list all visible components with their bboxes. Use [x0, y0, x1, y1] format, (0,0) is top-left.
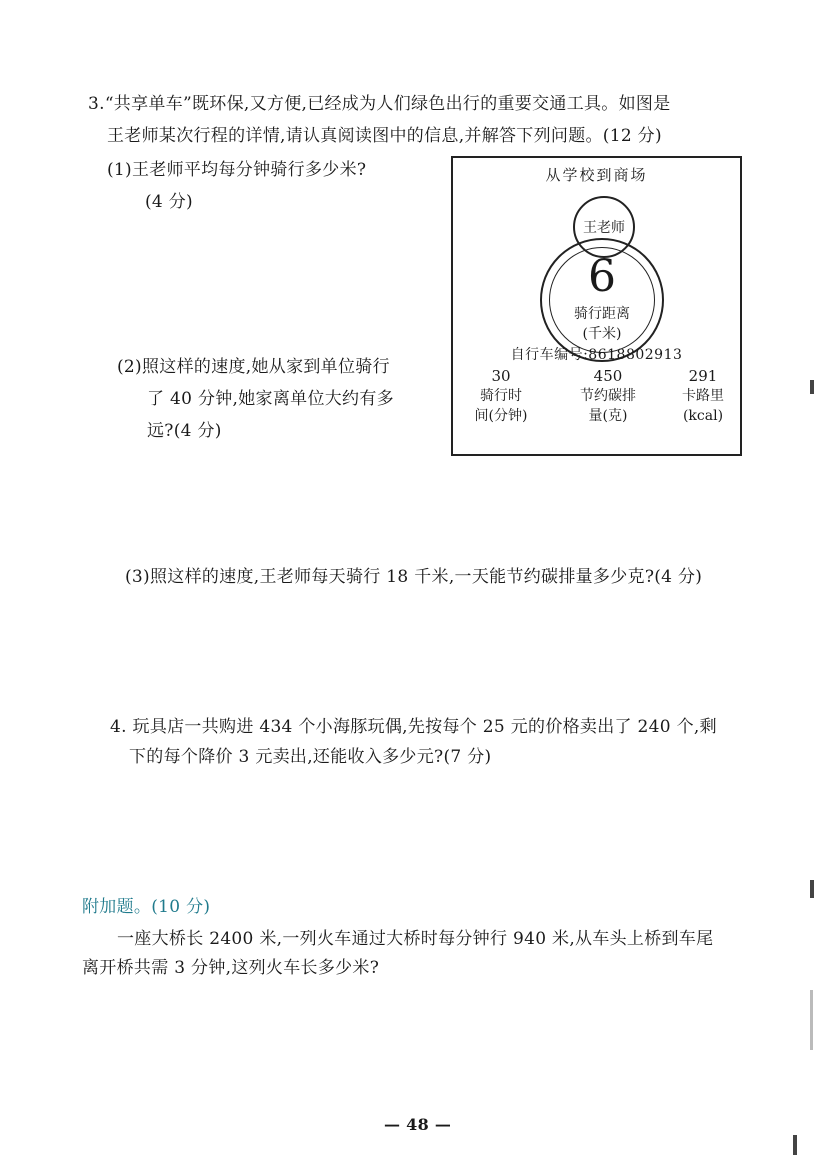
distance-label: 骑行距离 — [574, 306, 630, 322]
question-3-text-line-2: 王老师某次行程的详情,请认真阅读图中的信息,并解答下列问题。(12 分) — [107, 126, 662, 146]
question-4-text-line-1: 4. 玩具店一共购进 434 个小海豚玩偶,先按每个 25 元的价格卖出了 240 个,剩 — [110, 717, 717, 737]
stat-riding-time — [461, 366, 541, 426]
bonus-question-line-1: 一座大桥长 2400 米,一列火车通过大桥时每分钟行 940 米,从车头上桥到车尾 — [117, 929, 714, 949]
rider-name: 王老师 — [583, 220, 625, 236]
question-3-part-1: (1)王老师平均每分钟骑行多少米? — [107, 160, 367, 180]
question-3-part-1-points: (4 分) — [145, 192, 193, 212]
stat-label-1: 骑行时 — [480, 388, 522, 404]
stat-calories — [663, 366, 743, 426]
stat-carbon-saved — [563, 366, 653, 426]
question-3-part-2-line-2: 了 40 分钟,她家离单位大约有多 — [147, 389, 394, 409]
stat-value: 30 — [491, 367, 511, 385]
stat-label-1: 节约碳排 — [580, 388, 636, 404]
stat-label-2: 量(克) — [588, 408, 628, 424]
trip-title: 从学校到商场 — [545, 166, 648, 184]
stat-value: 450 — [593, 367, 623, 385]
question-3-text-line-1: 3.“共享单车”既环保,又方便,已经成为人们绿色出行的重要交通工具。如图是 — [88, 94, 671, 114]
distance-value: 6 — [588, 251, 616, 302]
scan-edge-mark — [810, 880, 814, 898]
bonus-question-title: 附加题。(10 分) — [82, 897, 211, 917]
question-3-part-2-line-1: (2)照这样的速度,她从家到单位骑行 — [117, 357, 390, 377]
question-4-text-line-2: 下的每个降价 3 元卖出,还能收入多少元?(7 分) — [129, 747, 492, 767]
stat-label-1: 卡路里 — [682, 388, 724, 404]
question-3-part-3: (3)照这样的速度,王老师每天骑行 18 千米,一天能节约碳排量多少克?(4 分) — [125, 567, 703, 587]
scan-edge-mark — [810, 380, 814, 394]
page-number: — 48 — — [384, 1115, 452, 1134]
distance-inner-circle — [549, 247, 655, 353]
question-3-part-2-line-3: 远?(4 分) — [147, 421, 222, 441]
distance-unit: (千米) — [582, 326, 622, 342]
stat-label-2: 间(分钟) — [474, 408, 528, 424]
bonus-question-line-2: 离开桥共需 3 分钟,这列火车长多少米? — [82, 958, 380, 978]
stat-value: 291 — [688, 367, 718, 385]
trip-details-figure — [451, 156, 742, 456]
scan-edge-mark — [810, 990, 813, 1050]
stat-label-2: (kcal) — [682, 408, 724, 424]
scan-edge-mark — [793, 1135, 797, 1155]
bike-id: 自行车编号:8618802913 — [510, 347, 683, 363]
